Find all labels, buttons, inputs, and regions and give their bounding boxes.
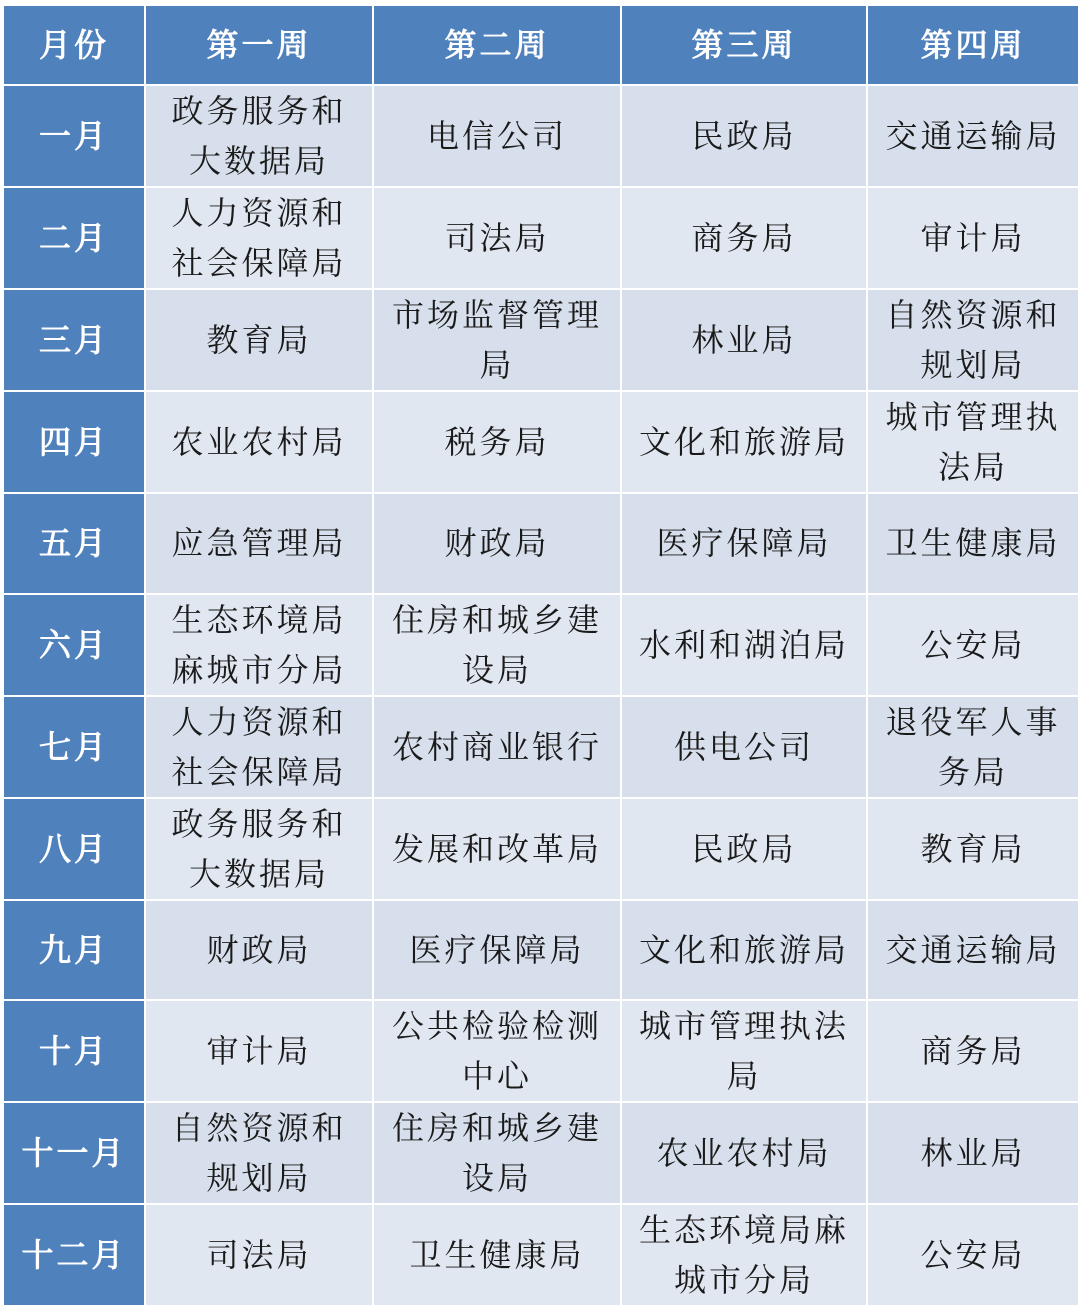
table-cell: 商务局 <box>867 1000 1079 1102</box>
month-cell: 四月 <box>3 391 145 493</box>
table-cell: 人力资源和社会保障局 <box>145 187 373 289</box>
table-cell: 民政局 <box>621 85 867 187</box>
table-cell: 交通运输局 <box>867 85 1079 187</box>
header-row <box>3 5 1079 85</box>
table-cell: 供电公司 <box>621 696 867 798</box>
table-cell: 医疗保障局 <box>621 493 867 594</box>
table-cell: 税务局 <box>373 391 621 493</box>
table-cell: 审计局 <box>867 187 1079 289</box>
month-cell: 三月 <box>3 289 145 391</box>
table-cell: 审计局 <box>145 1000 373 1102</box>
month-cell: 五月 <box>3 493 145 594</box>
month-cell: 六月 <box>3 594 145 696</box>
table-row <box>3 696 1079 798</box>
table-cell: 城市管理执法局 <box>621 1000 867 1102</box>
table-cell: 公安局 <box>867 594 1079 696</box>
table-cell: 卫生健康局 <box>373 1204 621 1306</box>
table-cell: 交通运输局 <box>867 900 1079 1001</box>
header-week-2: 第二周 <box>373 5 621 85</box>
table-row <box>3 187 1079 289</box>
table-cell: 自然资源和规划局 <box>145 1102 373 1204</box>
header-week-4: 第四周 <box>867 5 1079 85</box>
table-cell: 农业农村局 <box>621 1102 867 1204</box>
table-cell: 应急管理局 <box>145 493 373 594</box>
table-cell: 政务服务和大数据局 <box>145 798 373 900</box>
table-row <box>3 900 1079 1001</box>
table-cell: 电信公司 <box>373 85 621 187</box>
table-row <box>3 85 1079 187</box>
month-cell: 八月 <box>3 798 145 900</box>
table-cell: 文化和旅游局 <box>621 391 867 493</box>
table-cell: 文化和旅游局 <box>621 900 867 1001</box>
table-cell: 退役军人事务局 <box>867 696 1079 798</box>
table-cell: 商务局 <box>621 187 867 289</box>
schedule-table <box>2 4 1080 1307</box>
header-week-1: 第一周 <box>145 5 373 85</box>
table-row <box>3 798 1079 900</box>
table-cell: 司法局 <box>373 187 621 289</box>
table-cell: 公共检验检测中心 <box>373 1000 621 1102</box>
table-cell: 生态环境局麻城市分局 <box>621 1204 867 1306</box>
month-cell: 七月 <box>3 696 145 798</box>
table-cell: 教育局 <box>867 798 1079 900</box>
table-cell: 民政局 <box>621 798 867 900</box>
table-row <box>3 1204 1079 1306</box>
table-cell: 政务服务和大数据局 <box>145 85 373 187</box>
table-row <box>3 493 1079 594</box>
table-cell: 农村商业银行 <box>373 696 621 798</box>
table-cell: 财政局 <box>373 493 621 594</box>
table-cell: 医疗保障局 <box>373 900 621 1001</box>
table-cell: 财政局 <box>145 900 373 1001</box>
table-cell: 人力资源和社会保障局 <box>145 696 373 798</box>
schedule-table-container <box>2 4 1078 1299</box>
table-cell: 林业局 <box>621 289 867 391</box>
table-cell: 教育局 <box>145 289 373 391</box>
table-row <box>3 289 1079 391</box>
month-cell: 一月 <box>3 85 145 187</box>
header-month: 月份 <box>3 5 145 85</box>
table-header <box>3 5 1079 85</box>
header-week-3: 第三周 <box>621 5 867 85</box>
table-row <box>3 594 1079 696</box>
month-cell: 十月 <box>3 1000 145 1102</box>
month-cell: 十二月 <box>3 1204 145 1306</box>
table-cell: 公安局 <box>867 1204 1079 1306</box>
table-cell: 住房和城乡建设局 <box>373 594 621 696</box>
table-body <box>3 85 1079 1306</box>
month-cell: 十一月 <box>3 1102 145 1204</box>
table-cell: 城市管理执法局 <box>867 391 1079 493</box>
table-cell: 市场监督管理局 <box>373 289 621 391</box>
table-cell: 卫生健康局 <box>867 493 1079 594</box>
table-cell: 林业局 <box>867 1102 1079 1204</box>
table-cell: 生态环境局麻城市分局 <box>145 594 373 696</box>
month-cell: 二月 <box>3 187 145 289</box>
table-cell: 发展和改革局 <box>373 798 621 900</box>
table-row <box>3 1000 1079 1102</box>
table-row <box>3 1102 1079 1204</box>
table-cell: 自然资源和规划局 <box>867 289 1079 391</box>
table-cell: 农业农村局 <box>145 391 373 493</box>
table-cell: 司法局 <box>145 1204 373 1306</box>
table-row <box>3 391 1079 493</box>
table-cell: 水利和湖泊局 <box>621 594 867 696</box>
month-cell: 九月 <box>3 900 145 1001</box>
table-cell: 住房和城乡建设局 <box>373 1102 621 1204</box>
